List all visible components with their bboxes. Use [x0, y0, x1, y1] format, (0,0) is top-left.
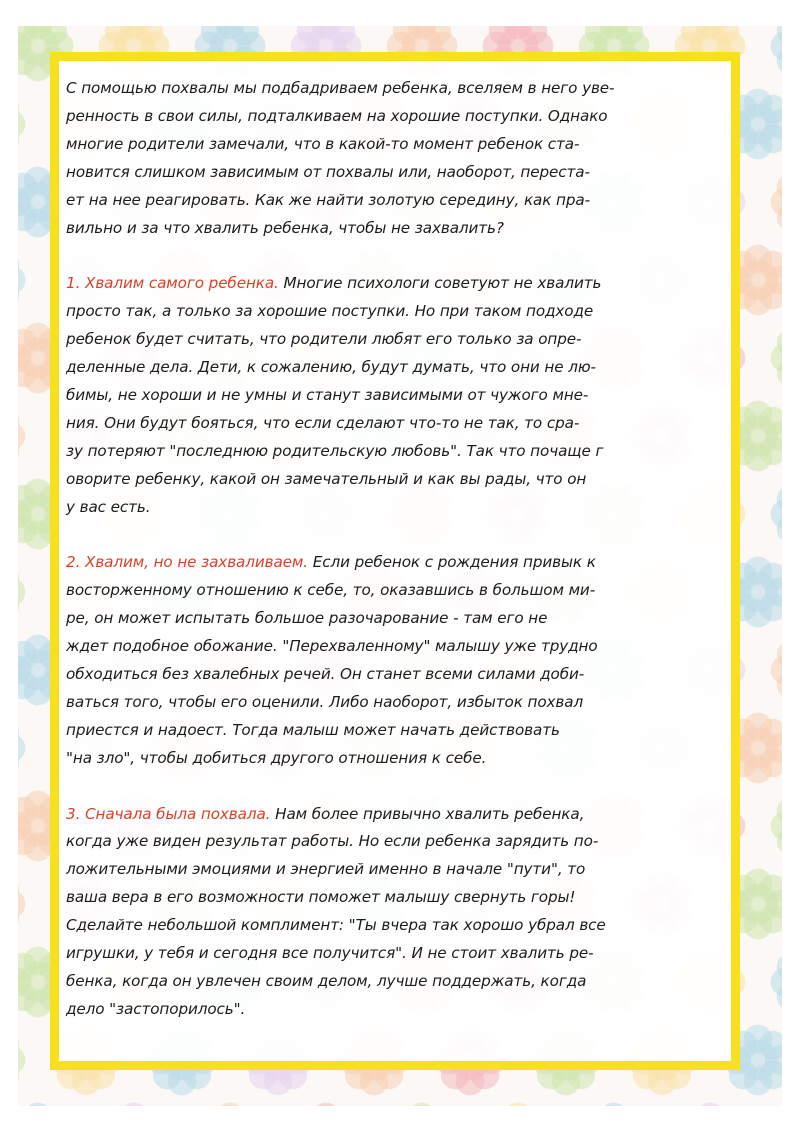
dot-flower [18, 1103, 73, 1106]
text-line: ждет подобное обожание. "Перехваленному" малышу уже трудно [66, 637, 598, 656]
text-line: ваша вера в его возможности поможет малышу свернуть горы! [66, 888, 576, 907]
article-text [66, 75, 738, 1052]
dot-flower [771, 323, 782, 394]
dot-flower [771, 635, 782, 706]
text-line: ния. Они будут бояться, что если сделают что-то не так, то сра- [66, 413, 580, 432]
text-line: восторженному отношению к себе, то, оказавшись в большом ми- [66, 581, 596, 600]
text-run: Многие психологи советуют не хвалить [278, 274, 602, 293]
text-line: многие родители замечали, что в какой-то момент ребенок ста- [66, 134, 580, 153]
text-line [66, 549, 738, 577]
text-line: Сделайте небольшой комплимент: "Ты вчера так хорошо убрал все [66, 916, 606, 935]
section-2-paragraph [66, 549, 738, 772]
dot-flower [291, 1103, 362, 1106]
text-line: когда уже виден результат работы. Но если ребенка зарядить по- [66, 832, 599, 851]
dot-flower [771, 26, 782, 81]
text-line: зу потеряют "последнюю родительскую любовь". Так что почаще г [66, 441, 604, 460]
text-line: ренность в свои силы, подталкиваем на хорошие поступки. Однако [66, 106, 608, 125]
dot-flower [675, 1103, 746, 1106]
text-line: приестся и надоест. Тогда малыш может начать действовать [66, 720, 560, 739]
dot-flower [18, 713, 25, 784]
dot-flower [483, 1103, 554, 1106]
dot-flower [387, 1103, 458, 1106]
text-line: у вас есть. [66, 497, 151, 516]
intro-paragraph [66, 75, 738, 242]
text-line: просто так, а только за хорошие поступки. Но при таком подходе [66, 302, 594, 321]
text-line [66, 270, 738, 298]
text-line: С помощью похвалы мы подбадриваем ребенка, вселяем в него уве- [66, 79, 615, 97]
section-3-paragraph [66, 801, 738, 1024]
text-line: бимы, не хороши и не умны и станут зависимыми от чужого мне- [66, 385, 589, 404]
dot-flower [771, 167, 782, 238]
text-line: ваться того, чтобы его оценили. Либо наоборот, избыток похвал [66, 692, 584, 711]
dot-flower [771, 791, 782, 862]
text-line: ложительными эмоциями и энергией именно в начале "пути", то [66, 860, 586, 879]
dot-flower [771, 947, 782, 1018]
text-line: оворите ребенку, какой он замечательный и как вы рады, что он [66, 469, 587, 488]
text-line: ребенок будет считать, что родители любят его только за опре- [66, 330, 582, 349]
text-run: Нам более привычно хвалить ребенка, [270, 804, 585, 823]
dot-flower [195, 1103, 266, 1106]
text-line: обходиться без хвалебных речей. Он станет всеми силами доби- [66, 665, 585, 683]
text-line [66, 801, 738, 829]
text-line: "на зло", чтобы добиться другого отношения к себе. [66, 748, 487, 767]
dot-flower [18, 89, 25, 160]
section-3-heading: 3. Сначала была похвала. [66, 804, 271, 823]
section-1-paragraph [66, 270, 738, 521]
dot-flower [18, 557, 25, 628]
dot-flower [579, 1103, 650, 1106]
dot-flower [18, 869, 25, 940]
text-line: дело "застопорилось". [66, 999, 246, 1018]
dot-flower [18, 245, 25, 316]
text-line: игрушки, у тебя и сегодня все получится". И не стоит хвалить ре- [66, 944, 594, 963]
text-run: Если ребенок с рождения привык к [308, 553, 596, 572]
dot-flower [18, 1025, 25, 1096]
text-line: ре, он может испытать большое разочарование - там его не [66, 609, 548, 628]
dot-flower [771, 479, 782, 550]
text-line: вильно и за что хвалить ребенка, чтобы не захвалить? [66, 218, 504, 237]
text-line: ет на нее реагировать. Как же найти золотую середину, как пра- [66, 190, 590, 209]
dot-flower [771, 1103, 782, 1106]
text-line: новится слишком зависимым от похвалы или, наоборот, переста- [66, 162, 590, 181]
text-line: деленные дела. Дети, к сожалению, будут думать, что они не лю- [66, 358, 596, 377]
section-2-heading: 2. Хвалим, но не захваливаем. [66, 553, 309, 572]
text-line: бенка, когда он увлечен своим делом, лучше поддержать, когда [66, 971, 587, 990]
dot-flower [18, 401, 25, 472]
section-1-heading: 1. Хвалим самого ребенка. [66, 274, 279, 293]
dot-flower [99, 1103, 170, 1106]
